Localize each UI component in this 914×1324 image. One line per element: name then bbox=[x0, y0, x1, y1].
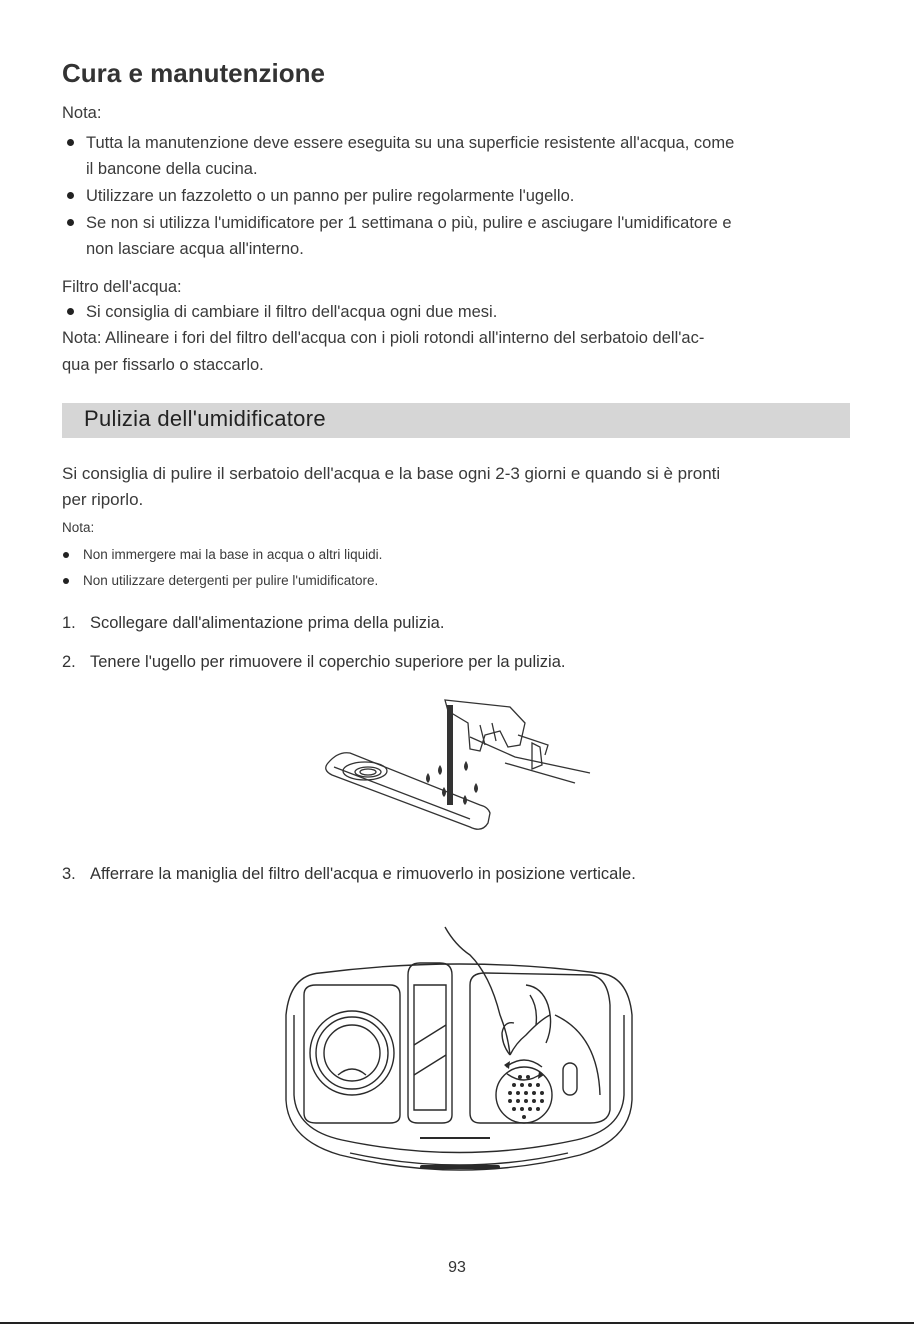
bullet-dot bbox=[67, 139, 74, 146]
note-label: Nota: bbox=[62, 104, 102, 122]
step-2-text: Tenere l'ugello per rimuovere il coperchio superiore per la pulizia. bbox=[90, 653, 566, 671]
page-number: 93 bbox=[448, 1259, 466, 1276]
filter-note-line2: qua per fissarlo o staccarlo. bbox=[62, 356, 264, 374]
section-title: Pulizia dell'umidificatore bbox=[84, 406, 326, 431]
maintenance-bullet-1-line1: Tutta la manutenzione deve essere eseguita su una superficie resistente all'acqua, come bbox=[86, 134, 735, 152]
cleaning-note-2: Non utilizzare detergenti per pulire l'umidificatore. bbox=[83, 573, 379, 588]
bullet-dot bbox=[67, 219, 74, 226]
filter-label: Filtro dell'acqua: bbox=[62, 278, 182, 296]
step-3-text: Afferrare la maniglia del filtro dell'acqua e rimuoverlo in posizione verticale. bbox=[90, 865, 636, 883]
maintenance-bullet-3-line1: Se non si utilizza l'umidificatore per 1 settimana o più, pulire e asciugare l'umidificatore e bbox=[86, 214, 732, 232]
maintenance-bullet-2: Utilizzare un fazzoletto o un panno per pulire regolarmente l'ugello. bbox=[86, 187, 575, 205]
bullet-dot bbox=[67, 192, 74, 199]
cleaning-note-1: Non immergere mai la base in acqua o altri liquidi. bbox=[83, 547, 383, 562]
section-header-band bbox=[62, 403, 850, 438]
nozzle-lid-removal-illustration bbox=[320, 695, 595, 845]
cleaning-intro-line2: per riporlo. bbox=[62, 490, 144, 509]
cleaning-note-label: Nota: bbox=[62, 520, 95, 535]
filter-removal-illustration bbox=[280, 925, 640, 1180]
bullet-dot bbox=[63, 578, 69, 584]
bullet-dot bbox=[67, 308, 74, 315]
step-1-number: 1. bbox=[62, 614, 76, 632]
step-3-number: 3. bbox=[62, 865, 76, 883]
step-2-number: 2. bbox=[62, 653, 76, 671]
cleaning-intro-line1: Si consiglia di pulire il serbatoio dell'acqua e la base ogni 2-3 giorni e quando si è pronti bbox=[62, 464, 721, 483]
filter-note-line1: Nota: Allineare i fori del filtro dell'acqua con i pioli rotondi all'interno del serbatoio dell'ac- bbox=[62, 329, 705, 347]
filter-bullet: Si consiglia di cambiare il filtro dell'acqua ogni due mesi. bbox=[86, 303, 498, 321]
bullet-dot bbox=[63, 552, 69, 558]
maintenance-bullet-3-line2: non lasciare acqua all'interno. bbox=[86, 240, 304, 258]
page-title: Cura e manutenzione bbox=[62, 58, 325, 88]
maintenance-bullet-1-line2: il bancone della cucina. bbox=[86, 160, 258, 178]
step-1-text: Scollegare dall'alimentazione prima della pulizia. bbox=[90, 614, 445, 632]
